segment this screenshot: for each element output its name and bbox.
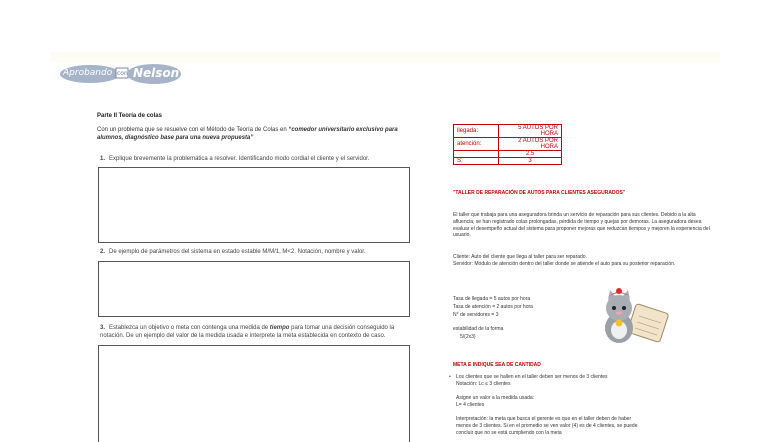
- question-3-emphasis: tiempo: [269, 325, 290, 331]
- intro-plain: Con un problema que se resuelve con el Método de Teoría de Colas en: [97, 127, 289, 133]
- logo-text-1: Aprobando: [63, 68, 113, 78]
- intro-bold: “comedor universitario exclusivo para alumnos, diagnóstico base para una nueva propuesta”: [97, 127, 398, 141]
- table-row: [454, 151, 562, 158]
- table-cell-value: 2.5: [499, 151, 562, 158]
- question-3: [100, 325, 410, 341]
- question-1-number: 1.: [100, 156, 106, 162]
- servers-count: N° de servidores = 3: [453, 312, 499, 318]
- question-1-text: Explique brevemente la problemática a resolver. Identificando modo cordial el cliente y el servidor.: [109, 156, 370, 162]
- interpretation-1: Interpretación: la meta que busca el gerente es que en el taller deben de haber: [456, 416, 632, 422]
- answer-box-2[interactable]: [98, 261, 410, 317]
- table-row: [454, 138, 562, 151]
- case-title: "TALLER DE REPARACIÓN DE AUTOS PARA CLIENTES ASEGURADOS": [453, 190, 626, 196]
- question-1: [100, 156, 410, 164]
- table-cell-label: llegada:: [454, 125, 499, 138]
- question-3-text-b: para tomar una decisión conseguido la notación. De un ejemplo del valor de la medida usada e interprete la meta establecida en contexto de caso.: [100, 325, 395, 339]
- question-2-number: 2.: [100, 249, 106, 255]
- logo-text-3: Nelson: [133, 66, 180, 80]
- arrival-rate: Tasa de llegada = 5 autos por hora: [453, 296, 531, 302]
- service-rate: Tasa de atención = 2 autos por hora: [453, 304, 533, 310]
- server-definition: Servidor: Módulo de atención dentro del taller donde se atiende el auto para su posterior reparación.: [453, 261, 676, 267]
- table-cell-label: atención:: [454, 138, 499, 151]
- logo: [58, 60, 183, 88]
- client-definition: Cliente: Auto del cliente que llega al taller para ser reparado.: [453, 254, 587, 260]
- table-cell-value: 3: [499, 158, 562, 165]
- measure-label: Asigne un valor a la medida usada:: [456, 395, 535, 401]
- meta-heading: META E INDIQUE SEA DE CANTIDAD: [453, 362, 541, 368]
- cat-graphic: [597, 286, 669, 348]
- stability-label: estabilidad de la forma: [453, 326, 504, 332]
- parameters-table: [453, 124, 562, 165]
- bullet-icon: •: [449, 374, 451, 380]
- table-row: [454, 158, 562, 165]
- goal-notation: Notación: Lc ≤ 3 clientes: [456, 381, 511, 387]
- stability-value: 5/(2x3): [460, 334, 476, 340]
- question-2-text: De ejemplo de parámetros del sistema en estado estable M/M/1, M<2. Notación, nombre y valor.: [109, 249, 366, 255]
- answer-box-3[interactable]: [98, 345, 410, 442]
- table-cell-label: S:: [454, 158, 499, 165]
- table-cell-value: 5 AUTOS POR HORA: [499, 125, 562, 138]
- interpretation-2: menos de 3 clientes. Si en el promedio se ven valor (4) es de 4 clientes, se puede: [456, 423, 638, 429]
- table-cell-label: [454, 151, 499, 158]
- interpretation-3: concluir que no se está cumpliendo con la meta: [456, 430, 562, 436]
- logo-text-2: con: [117, 70, 128, 77]
- table-row: [454, 125, 562, 138]
- answer-box-1[interactable]: [98, 167, 410, 243]
- question-2: [100, 249, 410, 257]
- cat-illustration: [597, 286, 669, 348]
- section-title: Parte II Teoría de colas: [97, 113, 162, 119]
- case-description: El taller que trabaja para una aseguradora brinda un servicio de reparación para sus clientes. Debido a la alta afluencia, se han registrado colas prolongadas, pérdida de tiempo y quejas por demoras. La aseguradora desea evaluar el desempeño actual del sistema para proponer mejoras que reduzcan tiempos y mejoren la experiencia del usuario.: [453, 212, 710, 239]
- table-cell-value: 2 AUTOS POR HORA: [499, 138, 562, 151]
- question-3-text-a: Establezca un objetivo o meta con contenga una medida de: [109, 325, 270, 331]
- goal-text: Los clientes que se hallen en el taller deben ser menos de 3 clientes: [456, 374, 608, 380]
- question-3-number: 3.: [100, 325, 106, 331]
- measure-value: L= 4 clientes: [456, 402, 485, 408]
- intro-text: [97, 127, 415, 143]
